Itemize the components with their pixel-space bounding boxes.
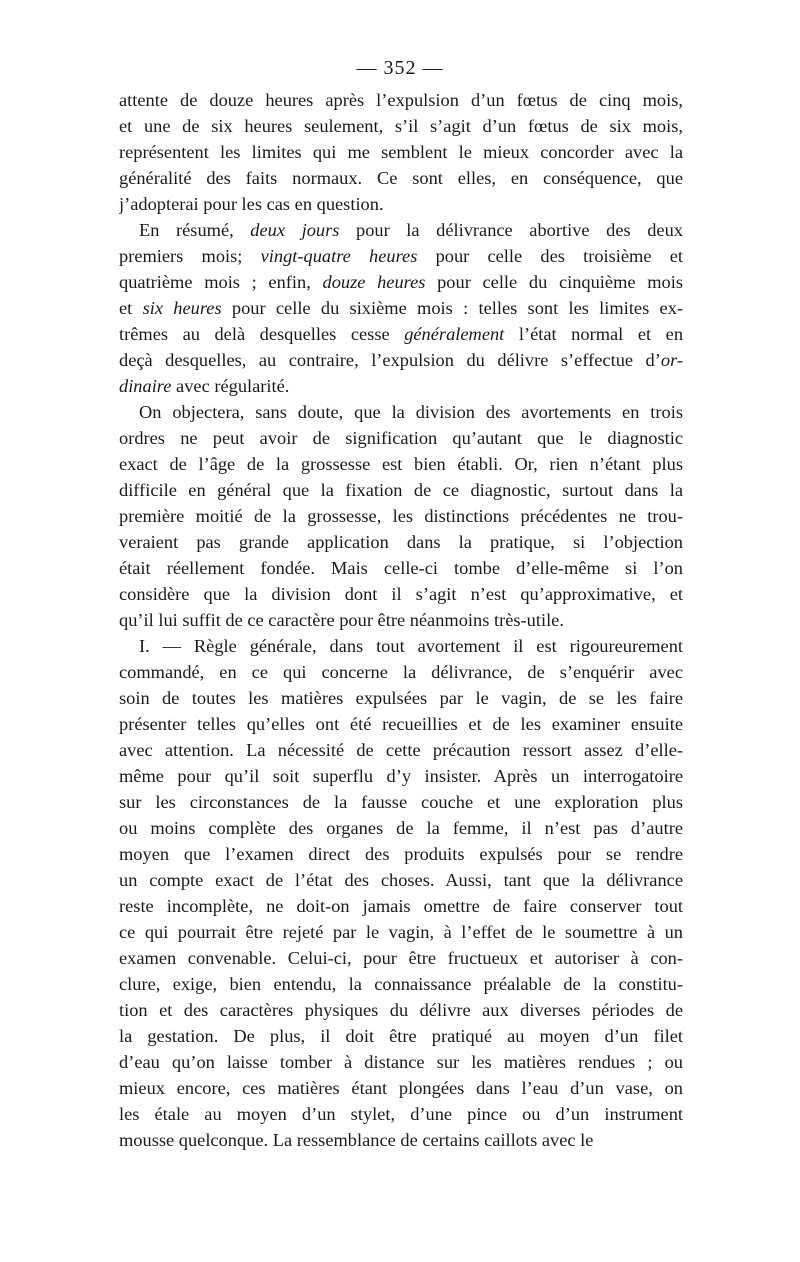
text-run: qu’il lui suffit de ce caractère pour être néanmoins très-utile.: [119, 610, 564, 630]
text-run: pour celle du sixième mois : telles sont les limites ex-: [221, 298, 683, 318]
text-run: exact de l’âge de la grossesse est bien établi. Or, rien n’étant plus: [119, 454, 683, 474]
text-run: et une de six heures seulement, s’il s’agit d’un fœtus de six mois,: [119, 116, 683, 136]
text-run: clure, exige, bien entendu, la connaissance préalable de la constitu-: [119, 974, 683, 994]
text-run: généralité des faits normaux. Ce sont elles, en conséquence, que: [119, 168, 683, 188]
text-run: difficile en général que la fixation de ce diagnostic, surtout dans la: [119, 480, 683, 500]
text-line: [119, 477, 683, 503]
text-line: [119, 321, 683, 347]
text-run: reste incomplète, ne doit-on jamais omettre de faire conserver tout: [119, 896, 683, 916]
text-run: mieux encore, ces matières étant plongées dans l’eau d’un vase, on: [119, 1078, 683, 1098]
text-line: [119, 633, 683, 659]
text-line: [119, 165, 683, 191]
text-line: [119, 789, 683, 815]
text-run: la gestation. De plus, il doit être pratiqué au moyen d’un filet: [119, 1026, 683, 1046]
text-line: [119, 737, 683, 763]
text-line: [119, 919, 683, 945]
text-line: [119, 529, 683, 555]
text-line: [119, 815, 683, 841]
paragraph: [119, 399, 683, 633]
text-line: [119, 191, 683, 217]
text-run: tion et des caractères physiques du délivre aux diverses périodes de: [119, 1000, 683, 1020]
text-run: I. — Règle générale, dans tout avortement il est rigoureurement: [139, 636, 683, 656]
text-run: commandé, en ce qui concerne la délivrance, de s’enquérir avec: [119, 662, 683, 682]
text-run: En résumé,: [139, 220, 251, 240]
text-line: [119, 555, 683, 581]
text-run: deçà desquelles, au contraire, l’expulsion du délivre s’effectue d’: [119, 350, 661, 370]
text-line: [119, 373, 683, 399]
text-run: veraient pas grande application dans la pratique, si l’objection: [119, 532, 683, 552]
text-run: et: [119, 298, 143, 318]
body-text: [119, 87, 683, 1153]
text-run: avec régularité.: [171, 376, 290, 396]
italic-run: généralement: [404, 324, 505, 344]
text-run: ordres ne peut avoir de signification qu’autant que le diagnostic: [119, 428, 683, 448]
text-line: [119, 763, 683, 789]
text-line: [119, 581, 683, 607]
text-run: représentent les limites qui me semblent le mieux concorder avec la: [119, 142, 683, 162]
italic-run: dinaire: [119, 376, 172, 396]
text-line: [119, 217, 683, 243]
text-line: [119, 711, 683, 737]
text-line: [119, 139, 683, 165]
text-run: d’eau qu’on laisse tomber à distance sur les matières rendues ; ou: [119, 1052, 683, 1072]
text-line: [119, 1127, 683, 1153]
paragraph: [119, 87, 683, 217]
text-run: était réellement fondée. Mais celle-ci tombe d’elle-même si l’on: [119, 558, 683, 578]
italic-run: or-: [660, 350, 683, 370]
italic-run: douze heures: [322, 272, 426, 292]
text-run: quatrième mois ; enfin,: [119, 272, 323, 292]
text-run: présenter telles qu’elles ont été recueillies et de les examiner ensuite: [119, 714, 683, 734]
text-line: [119, 1101, 683, 1127]
text-line: [119, 659, 683, 685]
text-line: [119, 685, 683, 711]
italic-run: vingt-quatre heures: [260, 246, 418, 266]
text-run: première moitié de la grossesse, les distinctions précédentes ne trou-: [119, 506, 683, 526]
text-line: [119, 425, 683, 451]
text-run: considère que la division dont il s’agit n’est qu’approximative, et: [119, 584, 683, 604]
paragraph: [119, 217, 683, 399]
text-run: pour celle du cinquième mois: [425, 272, 683, 292]
text-run: mousse quelconque. La ressemblance de certains caillots avec le: [119, 1130, 594, 1150]
text-line: [119, 1075, 683, 1101]
text-run: On objectera, sans doute, que la division des avortements en trois: [139, 402, 683, 422]
text-line: [119, 347, 683, 373]
text-run: l’état normal et en: [504, 324, 683, 344]
text-run: attente de douze heures après l’expulsion d’un fœtus de cinq mois,: [119, 90, 683, 110]
text-run: pour celle des troisième et: [417, 246, 683, 266]
text-run: examen convenable. Celui-ci, pour être fructueux et autoriser à con-: [119, 948, 683, 968]
text-line: [119, 87, 683, 113]
italic-run: six heures: [142, 298, 222, 318]
text-line: [119, 893, 683, 919]
text-run: moyen que l’examen direct des produits expulsés pour se rendre: [119, 844, 683, 864]
italic-run: deux jours: [250, 220, 340, 240]
text-line: [119, 867, 683, 893]
text-line: [119, 1023, 683, 1049]
text-line: [119, 269, 683, 295]
text-run: même pour qu’il soit superflu d’y insister. Après un interrogatoire: [119, 766, 683, 786]
text-line: [119, 1049, 683, 1075]
text-line: [119, 997, 683, 1023]
text-run: avec attention. La nécessité de cette précaution ressort assez d’elle-: [119, 740, 683, 760]
text-run: sur les circonstances de la fausse couche et une exploration plus: [119, 792, 683, 812]
text-line: [119, 451, 683, 477]
text-line: [119, 399, 683, 425]
text-run: les étale au moyen d’un stylet, d’une pince ou d’un instrument: [119, 1104, 683, 1124]
text-run: j’adopterai pour les cas en question.: [119, 194, 384, 214]
text-run: premiers mois;: [119, 246, 261, 266]
text-line: [119, 607, 683, 633]
text-line: [119, 945, 683, 971]
text-run: un compte exact de l’état des choses. Aussi, tant que la délivrance: [119, 870, 683, 890]
text-line: [119, 295, 683, 321]
text-run: pour la délivrance abortive des deux: [339, 220, 683, 240]
text-run: soin de toutes les matières expulsées par le vagin, de se les faire: [119, 688, 683, 708]
text-line: [119, 243, 683, 269]
text-line: [119, 113, 683, 139]
page-number: — 352 —: [356, 57, 444, 79]
text-run: trêmes au delà desquelles cesse: [119, 324, 405, 344]
text-line: [119, 841, 683, 867]
text-run: ou moins complète des organes de la femme, il n’est pas d’autre: [119, 818, 683, 838]
text-line: [119, 503, 683, 529]
paragraph: [119, 633, 683, 1153]
text-line: [119, 971, 683, 997]
text-run: ce qui pourrait être rejeté par le vagin, à l’effet de le soumettre à un: [119, 922, 683, 942]
